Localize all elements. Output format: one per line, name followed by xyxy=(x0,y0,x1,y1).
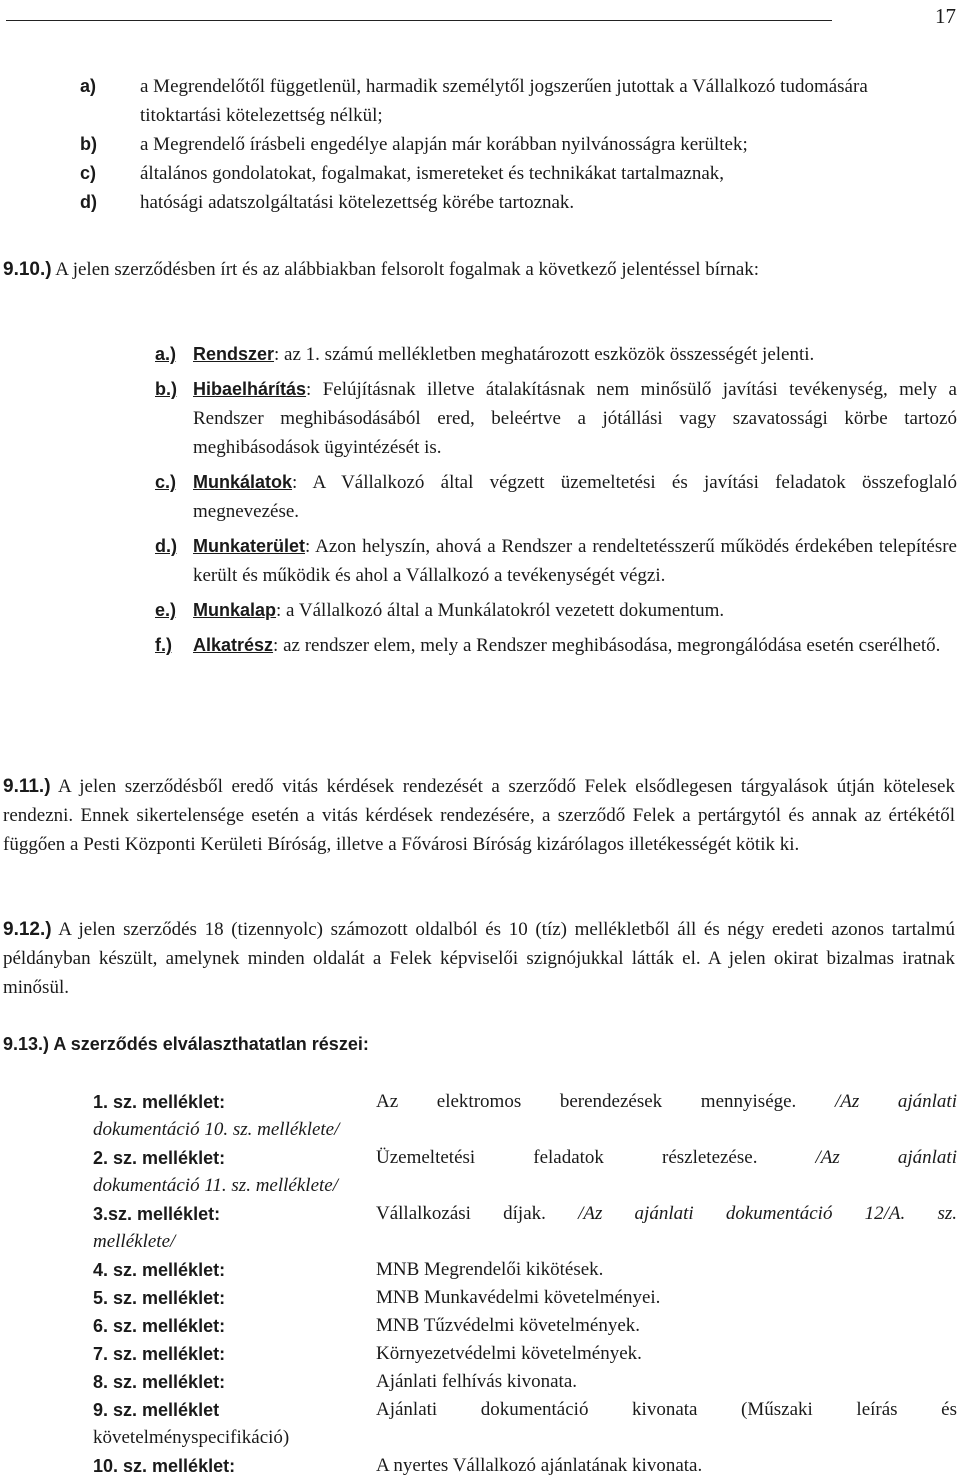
definition-letter: e.) xyxy=(155,600,177,620)
annex-item xyxy=(93,1088,957,1116)
annex-label: 10. sz. melléklet: xyxy=(93,1456,236,1476)
annex-description: Az elektromos berendezések mennyisége. xyxy=(376,1091,797,1112)
list-item xyxy=(80,130,960,159)
annex-item xyxy=(93,1256,957,1284)
list-text: a Megrendelőtől függetlenül, harmadik személytől jogszerűen jutottak a Vállalkozó tudomására titoktartási kötelezettség nélkül; xyxy=(140,76,868,126)
annex-description: Üzemeltetési feladatok részletezése. xyxy=(376,1147,758,1168)
definition-item xyxy=(155,340,957,369)
annex-item xyxy=(93,1284,957,1312)
annex-description: Ajánlati felhívás kivonata. xyxy=(376,1371,578,1392)
annex-reference: /Az ajánlati xyxy=(757,1147,957,1168)
definition-text: : az rendszer elem, mely a Rendszer meghibásodása, megrongálódása esetén cserélhető. xyxy=(273,635,941,656)
annex-description: A nyertes Vállalkozó ajánlatának kivonata. xyxy=(376,1455,703,1476)
annex-item xyxy=(93,1340,957,1368)
annex-description: MNB Tűzvédelmi követelmények. xyxy=(376,1315,641,1336)
annex-label: 7. sz. melléklet: xyxy=(93,1344,226,1364)
section-text: A jelen szerződésben írt és az alábbiakban felsorolt fogalmak a következő jelentéssel bírnak: xyxy=(51,259,760,280)
annex-label: 5. sz. melléklet: xyxy=(93,1288,226,1308)
definition-item xyxy=(155,375,957,462)
definition-text: : a Vállalkozó által a Munkálatokról vezetett dokumentum. xyxy=(276,600,725,621)
list-text: általános gondolatokat, fogalmakat, ismereteket és technikákat tartalmaznak, xyxy=(140,163,725,184)
definition-term: Alkatrész xyxy=(193,635,274,655)
list-letter: b) xyxy=(80,134,97,154)
list-item xyxy=(80,188,960,217)
annex-label: 2. sz. melléklet: xyxy=(93,1148,226,1168)
list-item xyxy=(80,72,960,130)
list-letter: d) xyxy=(80,192,97,212)
section-text: A jelen szerződésből eredő vitás kérdések rendezését a szerződő Felek elsődlegesen tárgyalások útján kötelesek rendezni. Ennek sikertelensége esetén a vitás kérdések rendezésére, a szerződő Felek a pertárgytól és annak az értékétől függően a Pesti Központi Kerületi Bíróság, illetve a Fővárosi Bíróság kizárólagos illetékességét kötik ki. xyxy=(3,776,955,855)
definition-text: : A Vállalkozó által végzett üzemeltetési és javítási feladatok összefoglaló megnevezése. xyxy=(193,472,957,522)
definitions-list xyxy=(155,340,957,666)
annex-item xyxy=(93,1396,957,1424)
annex-description: MNB Megrendelői kikötések. xyxy=(376,1259,604,1280)
annex-reference-continued: dokumentáció 10. sz. melléklete/ xyxy=(93,1119,340,1140)
annex-reference: /Az ajánlati xyxy=(796,1091,957,1112)
confidentiality-exceptions-list xyxy=(80,72,960,217)
annex-description: Vállalkozási díjak. xyxy=(376,1203,546,1224)
annex-label: 8. sz. melléklet: xyxy=(93,1372,226,1392)
annex-label: 4. sz. melléklet: xyxy=(93,1260,226,1280)
annex-label: 9. sz. melléklet xyxy=(93,1400,220,1420)
section-number: 9.12.) xyxy=(3,919,52,940)
list-text: hatósági adatszolgáltatási kötelezettség körébe tartoznak. xyxy=(140,192,575,213)
annex-reference-continued: dokumentáció 11. sz. melléklete/ xyxy=(93,1175,338,1196)
list-text: a Megrendelő írásbeli engedélye alapján már korábban nyilvánosságra kerültek; xyxy=(140,134,748,155)
section-number: 9.10.) xyxy=(3,259,52,280)
definition-letter: c.) xyxy=(155,472,177,492)
page-number: 17 xyxy=(935,4,956,28)
section-9-11 xyxy=(3,772,955,859)
annex-label: 1. sz. melléklet: xyxy=(93,1092,226,1112)
annex-description-continued: követelményspecifikáció) xyxy=(93,1427,290,1448)
annex-list xyxy=(93,1088,957,1480)
section-number: 9.11.) xyxy=(3,776,51,797)
section-9-12 xyxy=(3,915,955,1002)
definition-text: : Azon helyszín, ahová a Rendszer a rendeltetésszerű működés érdekében telepítésre került és működik és ahol a Vállalkozó a tevékenységét végzi. xyxy=(193,536,957,586)
definition-term: Munkaterület xyxy=(193,536,306,556)
list-item xyxy=(80,159,960,188)
section-9-13-heading: 9.13.) A szerződés elválaszthatatlan részei: xyxy=(3,1034,369,1054)
definition-letter: a.) xyxy=(155,344,177,364)
definition-item xyxy=(155,532,957,590)
annex-description: Környezetvédelmi követelmények. xyxy=(376,1343,642,1364)
section-text: A jelen szerződés 18 (tizennyolc) számozott oldalból és 10 (tíz) mellékletből áll és négy eredeti azonos tartalmú példányban készült, amelynek minden oldalát a Felek képviselői szignójukkal látták el. A jelen okirat bizalmas iratnak minősül. xyxy=(3,919,955,998)
definition-term: Rendszer xyxy=(193,344,275,364)
annex-reference-continued: melléklete/ xyxy=(93,1231,176,1252)
definition-text: : Felújításnak illetve átalakításnak nem minősülő javítási tevékenység, mely a Rendszer meghibásodásából ered, beleértve a jótállási vagy szavatossági körbe tartozó meghibásodások ügyintézését is. xyxy=(193,379,957,458)
annex-item xyxy=(93,1144,957,1172)
section-9-10 xyxy=(3,255,955,284)
header-rule xyxy=(6,20,832,21)
annex-label: 3.sz. melléklet: xyxy=(93,1204,221,1224)
annex-description: Ajánlati dokumentáció kivonata (Műszaki leírás és xyxy=(376,1399,957,1420)
annex-description: MNB Munkavédelmi követelményei. xyxy=(376,1287,661,1308)
definition-text: : az 1. számú mellékletben meghatározott eszközök összességét jelenti. xyxy=(274,344,815,365)
annex-item xyxy=(93,1312,957,1340)
definition-term: Munkálatok xyxy=(193,472,293,492)
annex-item xyxy=(93,1200,957,1228)
definition-item xyxy=(155,468,957,526)
annex-label: 6. sz. melléklet: xyxy=(93,1316,226,1336)
definition-item xyxy=(155,631,957,660)
definition-letter: d.) xyxy=(155,536,177,556)
annex-item xyxy=(93,1452,957,1480)
annex-item xyxy=(93,1368,957,1396)
list-letter: c) xyxy=(80,163,97,183)
definition-term: Munkalap xyxy=(193,600,277,620)
definition-term: Hibaelhárítás xyxy=(193,379,307,399)
definition-letter: f.) xyxy=(155,635,172,655)
definition-item xyxy=(155,596,957,625)
list-letter: a) xyxy=(80,76,97,96)
definition-letter: b.) xyxy=(155,379,177,399)
annex-reference: /Az ajánlati dokumentáció 12/A. sz. xyxy=(545,1203,957,1224)
